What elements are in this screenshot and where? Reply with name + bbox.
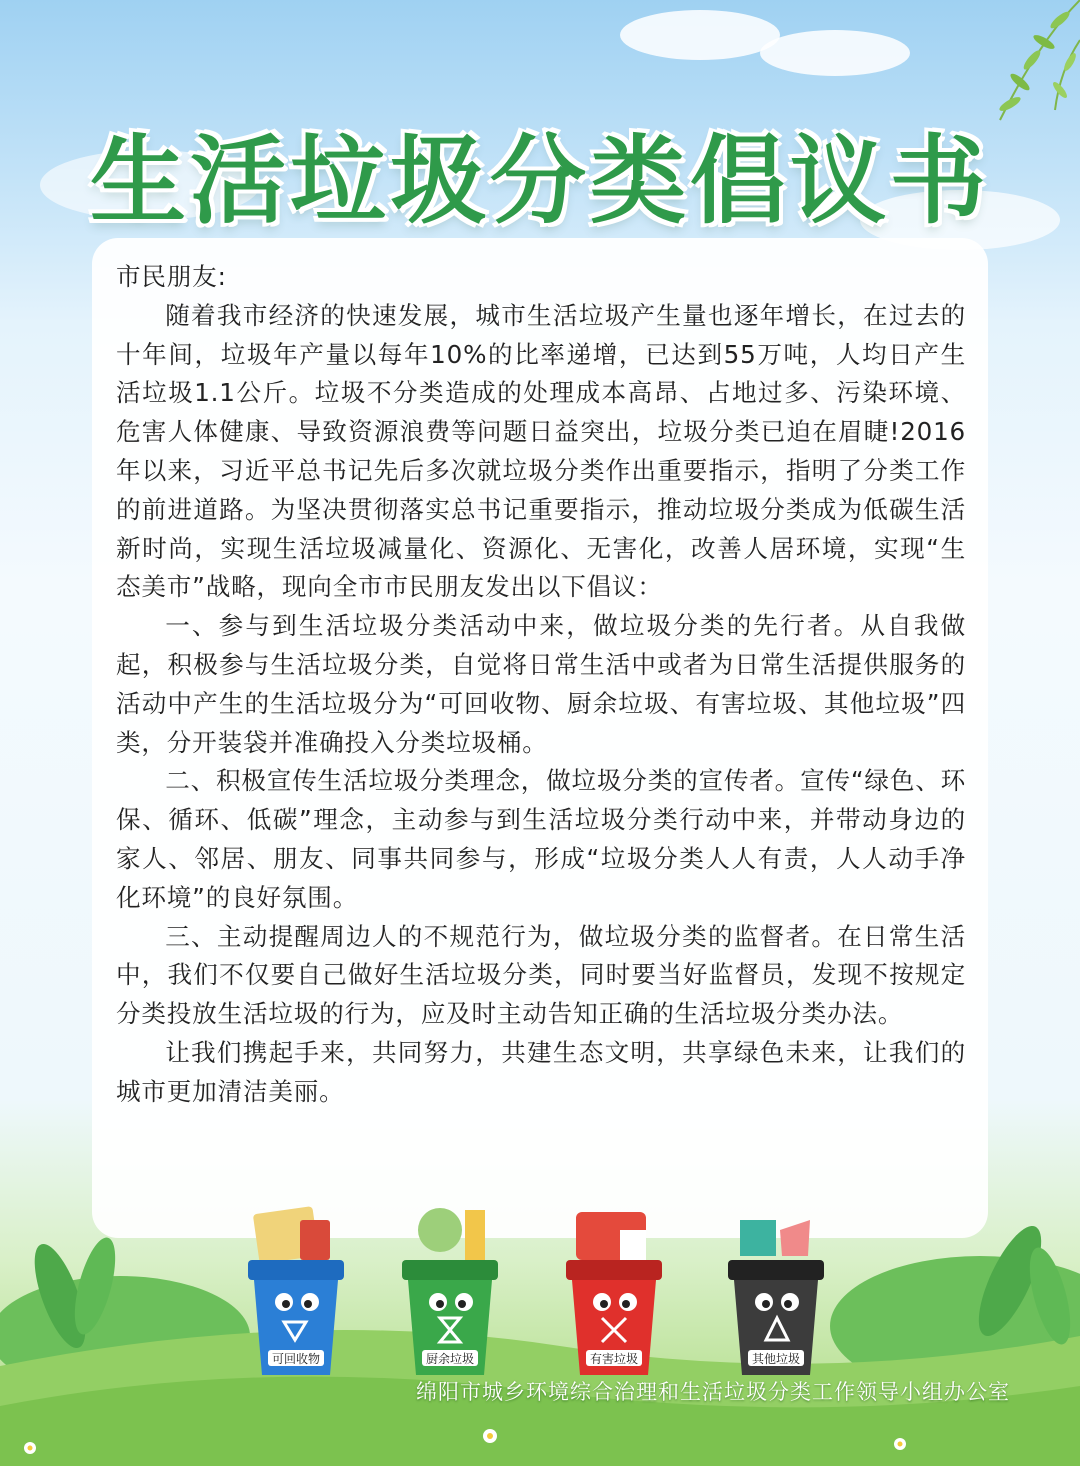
bin-kitchen bbox=[402, 1208, 498, 1375]
bin-recyclable bbox=[248, 1206, 344, 1375]
paragraph-intro: 随着我市经济的快速发展，城市生活垃圾产生量也逐年增长，在过去的十年间，垃圾年产量以每年10%的比率递增，已达到55万吨，人均日产生活垃圾1.1公斤。垃圾不分类造成的处理成本高昂、占地过多、污染环境、危害人体健康、导致资源浪费等问题日益突出，垃圾分类已迫在眉睫!2016年以来，习近平总书记先后多次就垃圾分类作出重要指示，指明了分类工作的前进道路。为坚决贯彻落实总书记重要指示，推动垃圾分类成为低碳生活新时尚，实现生活垃圾减量化、资源化、无害化，改善人居环境，实现“生态美市”战略，现向全市市民朋友发出以下倡议： bbox=[116, 300, 966, 602]
cloud bbox=[620, 10, 780, 60]
issuer-footer: 绵阳市城乡环境综合治理和生活垃圾分类工作领导小组办公室 bbox=[416, 1380, 1010, 1404]
bin-label: 有害垃圾 bbox=[589, 1352, 639, 1366]
salutation: 市民朋友: bbox=[116, 262, 227, 291]
bin-label: 厨余垃圾 bbox=[425, 1352, 475, 1366]
trash-bins-illustration bbox=[0, 1190, 1080, 1400]
paragraph-proposal-2: 二、积极宣传生活垃圾分类理念，做垃圾分类的宣传者。宣传“绿色、环保、循环、低碳”理念，主动参与到生活垃圾分类行动中来，并带动身边的家人、邻居、朋友、同事共同参与，形成“垃圾分类人人有责，人人动手净化环境”的良好氛围。 bbox=[116, 766, 966, 912]
paragraph-proposal-3: 三、主动提醒周边人的不规范行为，做垃圾分类的监督者。在日常生活中，我们不仅要自己做好生活垃圾分类，同时要当好监督员，发现不按规定分类投放生活垃圾的行为，应及时主动告知正确的生活垃圾分类办法。 bbox=[116, 921, 966, 1029]
bin-other bbox=[728, 1220, 824, 1375]
bin-label: 其他垃圾 bbox=[751, 1352, 801, 1366]
cloud bbox=[760, 30, 910, 76]
bin-label: 可回收物 bbox=[271, 1352, 321, 1366]
letter-body bbox=[116, 258, 966, 1112]
bin-hazardous bbox=[566, 1212, 662, 1375]
paragraph-closing: 让我们携起手来，共同努力，共建生态文明，共享绿色未来，让我们的城市更加清洁美丽。 bbox=[116, 1037, 966, 1106]
page-title: 生活垃圾分类倡议书 bbox=[90, 125, 990, 237]
paragraph-proposal-1: 一、参与到生活垃圾分类活动中来，做垃圾分类的先行者。从自我做起，积极参与生活垃圾分类，自觉将日常生活中或者为日常生活提供服务的活动中产生的生活垃圾分为“可回收物、厨余垃圾、有害垃圾、其他垃圾”四类，分开装袋并准确投入分类垃圾桶。 bbox=[116, 611, 966, 757]
